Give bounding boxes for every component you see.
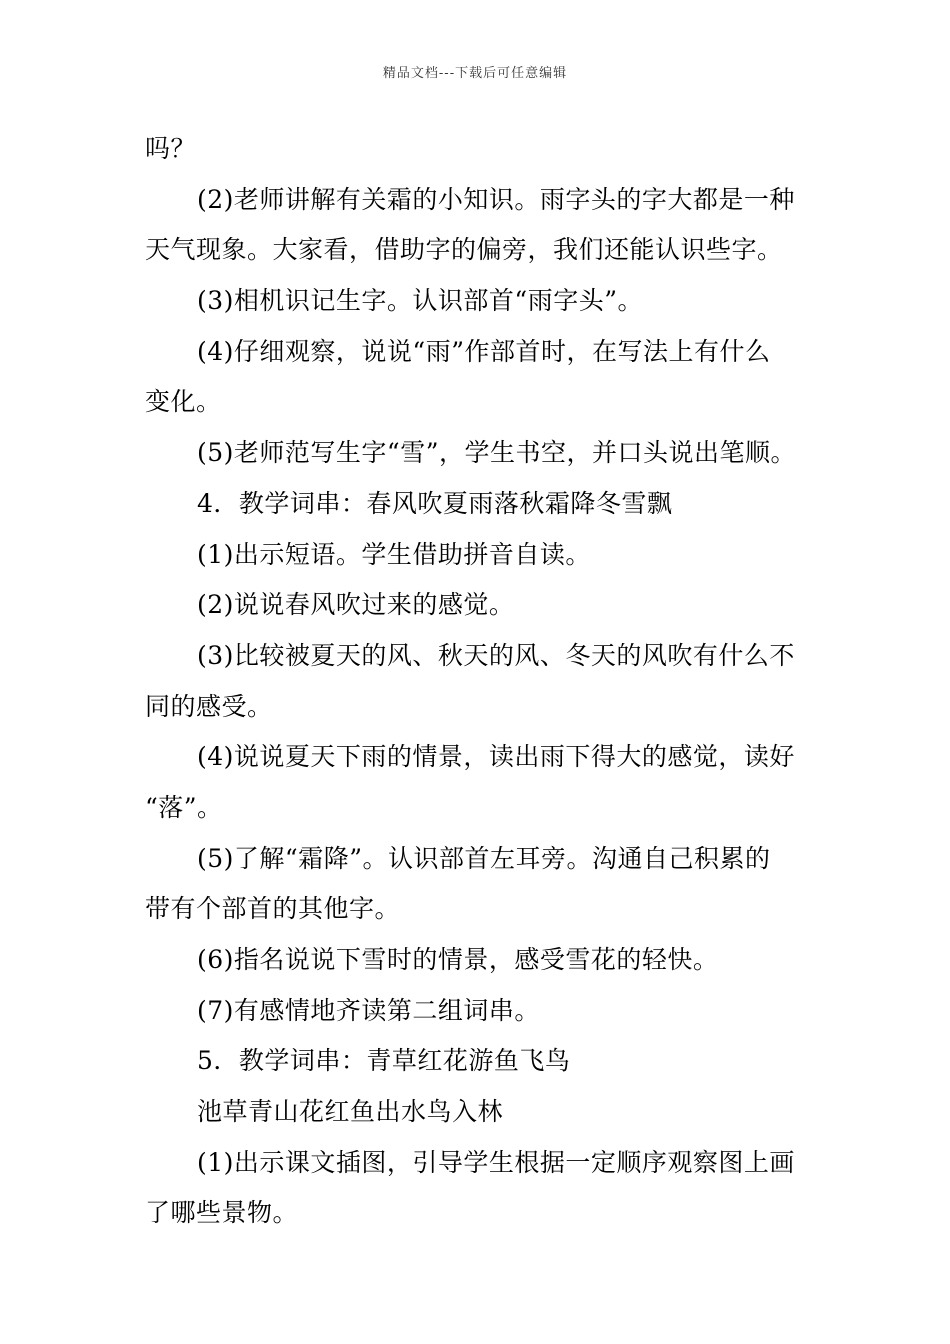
text-line: (2)老师讲解有关霜的小知识。雨字头的字大都是一种: [197, 184, 795, 214]
text-line: (3)相机识记生字。认识部首“雨字头”。: [197, 286, 643, 316]
text-line: 4．教学词串：春风吹夏雨落秋霜降冬雪飘: [197, 488, 673, 518]
text-line: 吗？: [145, 134, 197, 163]
text-line: “落”。: [145, 792, 223, 822]
text-line: (6)指名说说下雪时的情景，感受雪花的轻快。: [197, 945, 719, 974]
text-line: (4)说说夏天下雨的情景，读出雨下得大的感觉，读好: [197, 742, 795, 772]
text-line: (1)出示短语。学生借助拼音自读。: [197, 539, 591, 569]
text-line: (5)老师范写生字“雪”，学生书空，并口头说出笔顺。: [197, 438, 796, 468]
text-line: (1)出示课文插图，引导学生根据一定顺序观察图上画: [197, 1147, 795, 1177]
text-line: 带有个部首的其他字。: [145, 894, 401, 924]
text-line: 5．教学词串：青草红花游鱼飞鸟: [197, 1046, 571, 1076]
page-header: 精品文档---下载后可任意编辑: [382, 66, 568, 81]
text-line: 了哪些景物。: [145, 1198, 299, 1228]
text-line: (3)比较被夏天的风、秋天的风、冬天的风吹有什么不: [197, 640, 795, 670]
document-body: [145, 124, 815, 1239]
text-line: 池草青山花红鱼出水鸟入林: [197, 1097, 504, 1127]
text-line: 天气现象。大家看，借助字的偏旁，我们还能认识些字。: [145, 235, 783, 265]
text-line: (5)了解“霜降”。认识部首左耳旁。沟通自己积累的: [197, 843, 771, 873]
text-line: (7)有感情地齐读第二组词串。: [197, 995, 540, 1025]
text-line: (2)说说春风吹过来的感觉。: [197, 590, 515, 620]
text-line: (4)仔细观察，说说“雨”作部首时，在写法上有什么: [197, 336, 771, 366]
text-line: 同的感受。: [145, 691, 273, 721]
text-line: 变化。: [145, 387, 222, 417]
